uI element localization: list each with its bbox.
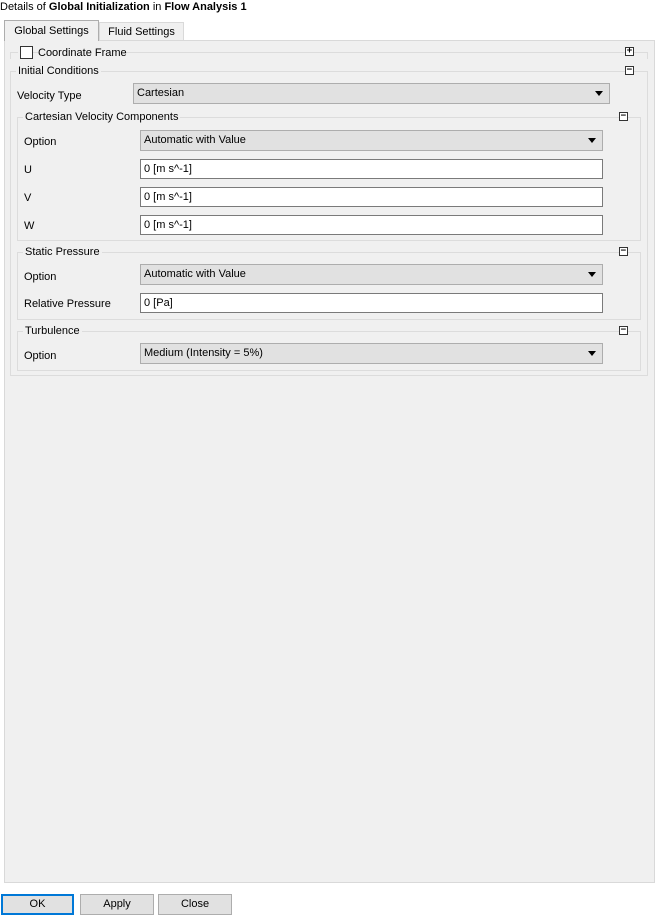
- relative-pressure-label: Relative Pressure: [24, 298, 111, 310]
- close-button[interactable]: Close: [158, 894, 232, 915]
- turbulence-option-value: Medium (Intensity = 5%): [144, 347, 263, 359]
- u-input[interactable]: 0 [m s^-1]: [140, 159, 603, 179]
- coordinate-frame-text: Coordinate Frame: [38, 47, 127, 59]
- relative-pressure-input[interactable]: 0 [Pa]: [140, 293, 603, 313]
- turbulence-option-select[interactable]: [140, 343, 603, 364]
- tab-global-settings[interactable]: Global Settings: [4, 20, 99, 41]
- title-object-name: Global Initialization: [48, 1, 150, 13]
- title-analysis-name: Flow Analysis 1: [164, 1, 247, 13]
- turbulence-option-label: Option: [24, 350, 57, 362]
- chevron-down-icon: [588, 272, 596, 277]
- static-pressure-title: Static Pressure: [25, 246, 100, 258]
- title-middle: in: [149, 1, 165, 13]
- chevron-down-icon: [595, 91, 603, 96]
- pressure-option-select[interactable]: [140, 264, 603, 285]
- velocity-type-select[interactable]: [133, 83, 610, 104]
- cartesian-velocity-title: Cartesian Velocity Components: [25, 111, 179, 123]
- title-prefix: Details of: [0, 1, 49, 13]
- collapse-icon[interactable]: −: [620, 246, 627, 256]
- apply-button[interactable]: Apply: [80, 894, 154, 915]
- v-label: V: [24, 192, 32, 204]
- velocity-type-value: Cartesian: [137, 87, 185, 99]
- tab-fluid-settings[interactable]: Fluid Settings: [99, 22, 184, 40]
- collapse-icon[interactable]: −: [620, 111, 627, 121]
- pressure-option-label: Option: [24, 271, 57, 283]
- initial-conditions-title: Initial Conditions: [18, 65, 99, 77]
- v-input[interactable]: 0 [m s^-1]: [140, 187, 603, 207]
- velocity-option-select[interactable]: [140, 130, 603, 151]
- u-label: U: [24, 164, 32, 176]
- pressure-option-value: Automatic with Value: [144, 268, 246, 280]
- turbulence-title: Turbulence: [25, 325, 80, 337]
- expand-icon[interactable]: +: [626, 46, 633, 56]
- w-label: W: [24, 220, 35, 232]
- velocity-option-label: Option: [24, 136, 57, 148]
- velocity-type-label: Velocity Type: [17, 90, 82, 102]
- collapse-icon[interactable]: −: [620, 325, 627, 335]
- coordinate-frame-header[interactable]: [18, 45, 21, 60]
- dialog-title: [0, 0, 660, 16]
- w-input[interactable]: 0 [m s^-1]: [140, 215, 603, 235]
- collapse-icon[interactable]: −: [626, 65, 633, 75]
- ok-button[interactable]: OK: [1, 894, 74, 915]
- coordinate-frame-checkbox[interactable]: [20, 46, 33, 59]
- velocity-option-value: Automatic with Value: [144, 134, 246, 146]
- chevron-down-icon: [588, 351, 596, 356]
- chevron-down-icon: [588, 138, 596, 143]
